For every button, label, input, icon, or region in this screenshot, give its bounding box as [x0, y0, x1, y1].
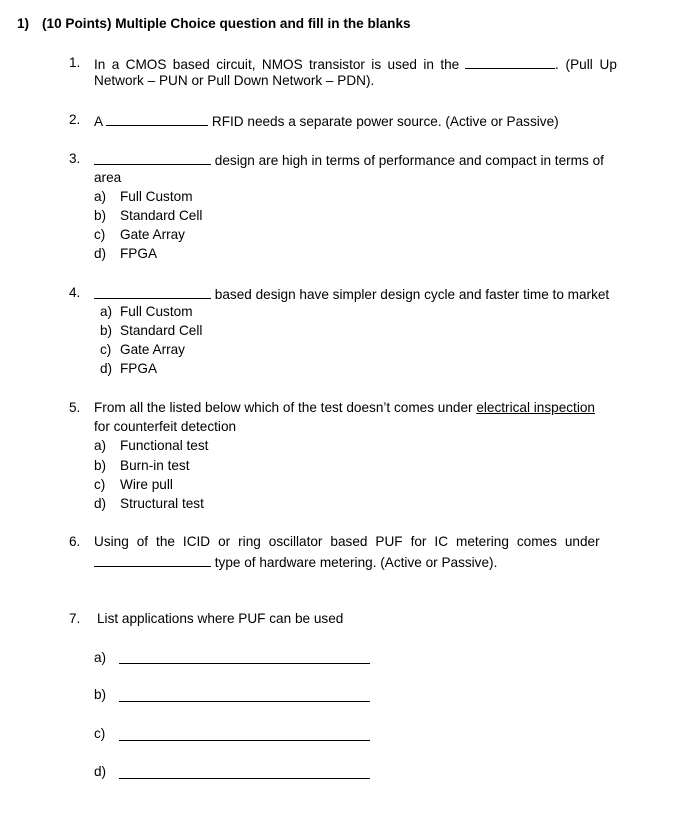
question-7-item-c-blank[interactable] — [119, 740, 370, 741]
question-7-prompt: List applications where PUF can be used — [97, 611, 344, 626]
question-4-number: 4. — [69, 285, 81, 300]
question-1-line-1 — [94, 55, 634, 72]
question-4-option-c-letter: c) — [100, 342, 112, 357]
question-5-number: 5. — [69, 400, 81, 415]
question-4-text: based design have simpler design cycle and faster time to market — [214, 287, 610, 302]
question-1-answer-blank[interactable] — [465, 55, 555, 69]
question-5-underlined-term: electrical inspection — [476, 400, 595, 415]
question-5-option-c-text: Wire pull — [120, 477, 173, 492]
question-6-answer-blank[interactable] — [94, 553, 211, 567]
question-6-text: type of hardware metering. (Active or Passive). — [214, 555, 498, 570]
question-3-option-d-text: FPGA — [120, 246, 158, 261]
question-6-line-2 — [94, 553, 497, 570]
question-3-line-1 — [94, 151, 604, 168]
question-7-item-d-blank[interactable] — [119, 778, 370, 779]
question-7-number: 7. — [69, 611, 81, 626]
question-1-text-b: . (Pull Up — [555, 57, 617, 72]
question-3-option-b-text: Standard Cell — [120, 208, 203, 223]
question-4-option-b-text: Standard Cell — [120, 323, 203, 338]
question-7-item-b-letter: b) — [94, 687, 107, 702]
question-5-option-c-letter: c) — [94, 477, 106, 492]
question-2-number: 2. — [69, 112, 81, 127]
question-7-item-d-letter: d) — [94, 764, 107, 779]
question-5-line-2: for counterfeit detection — [94, 419, 237, 434]
question-3-answer-blank[interactable] — [94, 151, 211, 165]
question-5-option-b-text: Burn-in test — [120, 458, 190, 473]
question-5-option-d-text: Structural test — [120, 496, 204, 511]
question-5-option-b-letter: b) — [94, 458, 107, 473]
question-1-text-a: In a CMOS based circuit, NMOS transistor is used in the — [94, 57, 460, 72]
question-3-option-a-letter: a) — [94, 189, 107, 204]
question-2-line — [94, 112, 559, 129]
question-7-item-a-letter: a) — [94, 650, 107, 665]
question-2-answer-blank[interactable] — [106, 112, 208, 126]
question-1-line-2: Network – PUN or Pull Down Network – PDN). — [94, 73, 375, 88]
question-3-line-2: area — [94, 170, 122, 185]
question-1-number: 1. — [69, 55, 81, 70]
question-7-item-b-blank[interactable] — [119, 701, 370, 702]
question-3-number: 3. — [69, 151, 81, 166]
question-5-option-a-letter: a) — [94, 438, 107, 453]
question-4-option-d-letter: d) — [100, 361, 113, 376]
question-4-option-d-text: FPGA — [120, 361, 158, 376]
question-3-option-a-text: Full Custom — [120, 189, 193, 204]
question-4-option-a-letter: a) — [100, 304, 113, 319]
question-5-text-a: From all the listed below which of the test doesn’t comes under — [94, 400, 473, 415]
question-6-number: 6. — [69, 534, 81, 549]
question-4-answer-blank[interactable] — [94, 285, 211, 299]
question-5-line-1 — [94, 400, 595, 415]
question-3-option-d-letter: d) — [94, 246, 107, 261]
section-title: (10 Points) Multiple Choice question and fill in the blanks — [42, 16, 411, 31]
question-4-option-b-letter: b) — [100, 323, 113, 338]
question-5-option-a-text: Functional test — [120, 438, 209, 453]
question-2-suffix: RFID needs a separate power source. (Active or Passive) — [211, 114, 559, 129]
question-5-option-d-letter: d) — [94, 496, 107, 511]
section-number: 1) — [17, 16, 30, 31]
question-3-option-c-letter: c) — [94, 227, 106, 242]
question-7-item-a-blank[interactable] — [119, 663, 370, 664]
question-6-line-1: Using of the ICID or ring oscillator based PUF for IC metering comes under — [94, 534, 600, 549]
question-3-option-b-letter: b) — [94, 208, 107, 223]
question-7-item-c-letter: c) — [94, 726, 106, 741]
question-4-option-c-text: Gate Array — [120, 342, 185, 357]
question-3-option-c-text: Gate Array — [120, 227, 185, 242]
question-4-line-1 — [94, 285, 609, 302]
question-4-option-a-text: Full Custom — [120, 304, 193, 319]
question-2-prefix: A — [94, 114, 103, 129]
question-3-text: design are high in terms of performance and compact in terms of — [214, 153, 604, 168]
